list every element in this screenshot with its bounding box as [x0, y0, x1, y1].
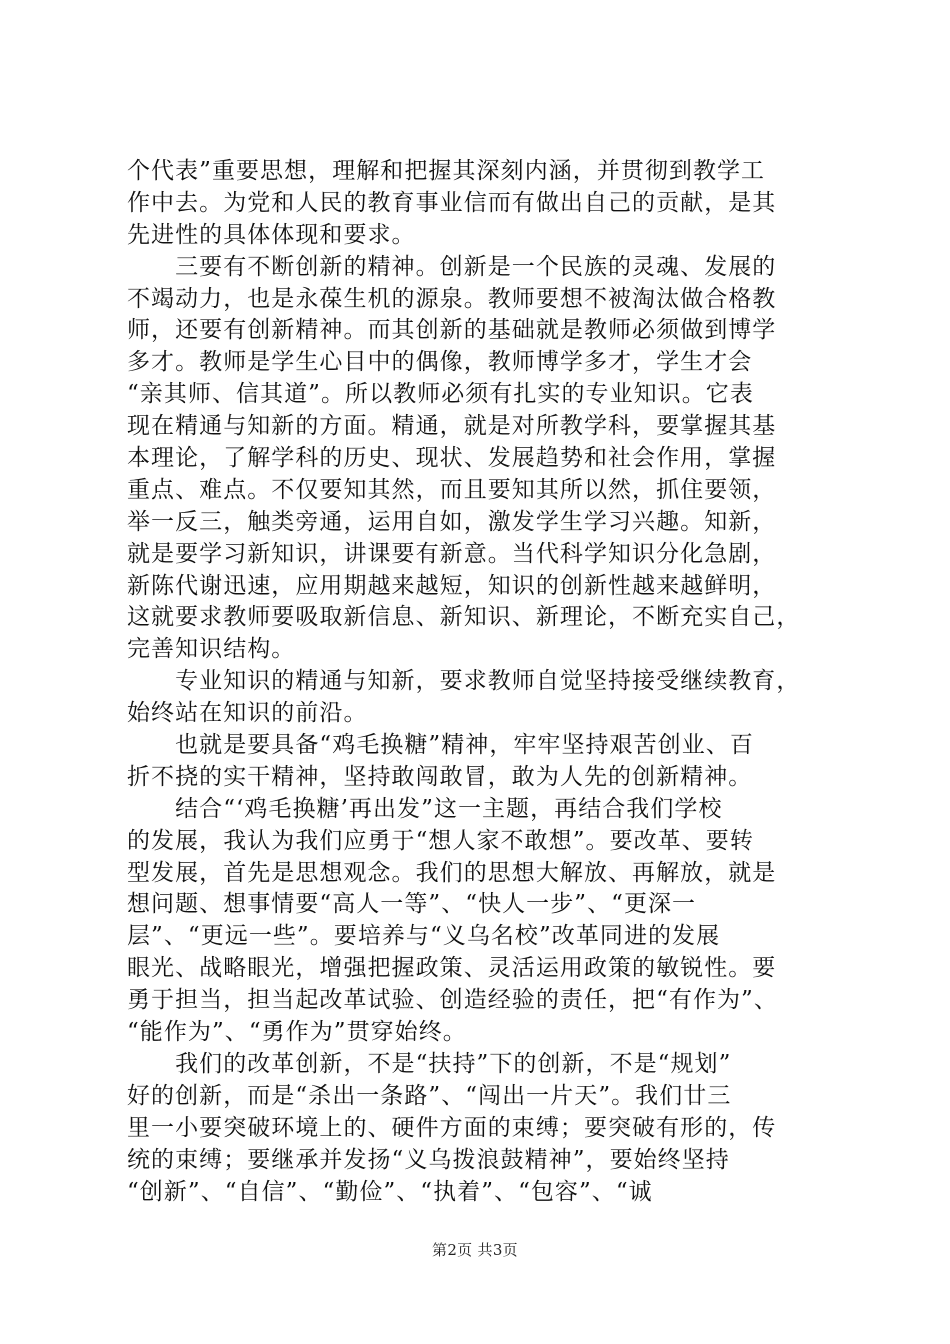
text-line: 统的束缚；要继承并发扬“义乌拨浪鼓精神”，要始终坚持	[127, 1146, 730, 1173]
text-line: “亲其师、信其道”。所以教师必须有扎实的专业知识。它表	[127, 381, 754, 408]
text-line: 作中去。为党和人民的教育事业信而有做出自己的贡献，是其	[127, 189, 777, 216]
text-line: 先进性的具体体现和要求。	[127, 221, 416, 248]
text-line: 型发展，首先是思想观念。我们的思想大解放、再解放，就是	[127, 859, 777, 886]
text-line: 也就是要具备“鸡毛换糖”精神，牢牢坚持艰苦创业、百	[127, 732, 754, 759]
text-line: 不竭动力，也是永葆生机的源泉。教师要想不被淘汰做合格教	[127, 285, 777, 312]
text-line: 三要有不断创新的精神。创新是一个民族的灵魂、发展的	[127, 253, 777, 280]
text-line: 重点、难点。不仅要知其然，而且要知其所以然，抓住要领，	[127, 476, 777, 503]
text-line: 好的创新，而是“杀出一条路”、“闯出一片天”。我们廿三	[127, 1082, 732, 1109]
text-line: 本理论，了解学科的历史、现状、发展趋势和社会作用，掌握	[127, 445, 777, 472]
page-footer	[0, 1240, 950, 1260]
text-line: 结合“‘鸡毛换糖’再出发”这一主题，再结合我们学校	[127, 795, 723, 822]
page-number-label: 第2页 共3页	[432, 1241, 518, 1259]
text-line: 想问题、想事情要“高人一等”、“快人一步”、“更深一	[127, 891, 697, 918]
text-line: 眼光、战略眼光，增强把握政策、灵活运用政策的敏锐性。要	[127, 955, 777, 982]
text-line: 折不挠的实干精神，坚持敢闯敢冒，敢为人先的创新精神。	[127, 763, 753, 790]
text-line: “能作为”、“勇作为”贯穿始终。	[127, 1019, 467, 1046]
text-line: 专业知识的精通与知新，要求教师自觉坚持接受继续教育，	[127, 668, 801, 695]
text-line: 我们的改革创新，不是“扶持”下的创新，不是“规划”	[127, 1050, 732, 1077]
text-line: “创新”、“自信”、“勤俭”、“执着”、“包容”、“诚	[127, 1178, 653, 1205]
text-line: 里一小要突破环境上的、硬件方面的束缚；要突破有形的，传	[127, 1114, 777, 1141]
text-line: 现在精通与知新的方面。精通，就是对所教学科，要掌握其基	[127, 413, 777, 440]
document-body	[127, 156, 833, 1208]
text-line: 完善知识结构。	[127, 636, 296, 663]
text-line: 个代表”重要思想，理解和把握其深刻内涵，并贯彻到教学工	[127, 158, 766, 184]
text-line: 举一反三，触类旁通，运用自如，激发学生学习兴趣。知新，	[127, 508, 777, 535]
text-line: 就是要学习新知识，讲课要有新意。当代科学知识分化急剧，	[127, 540, 777, 567]
text-line: 始终站在知识的前沿。	[127, 700, 368, 727]
text-line: 新陈代谢迅速，应用期越来越短，知识的创新性越来越鲜明，	[127, 572, 777, 599]
text-line: 师，还要有创新精神。而其创新的基础就是教师必须做到博学	[127, 317, 777, 344]
text-line: 层”、“更远一些”。要培养与“义乌名校”改革同进的发展	[127, 923, 721, 950]
text-line: 多才。教师是学生心目中的偶像，教师博学多才，学生才会	[127, 349, 753, 376]
text-line: 的发展，我认为我们应勇于“想人家不敢想”。要改革、要转	[127, 827, 754, 854]
text-line: 勇于担当，担当起改革试验、创造经验的责任，把“有作为”、	[127, 987, 778, 1014]
text-line: 这就要求教师要吸取新信息、新知识、新理论，不断充实自己，	[127, 604, 801, 631]
